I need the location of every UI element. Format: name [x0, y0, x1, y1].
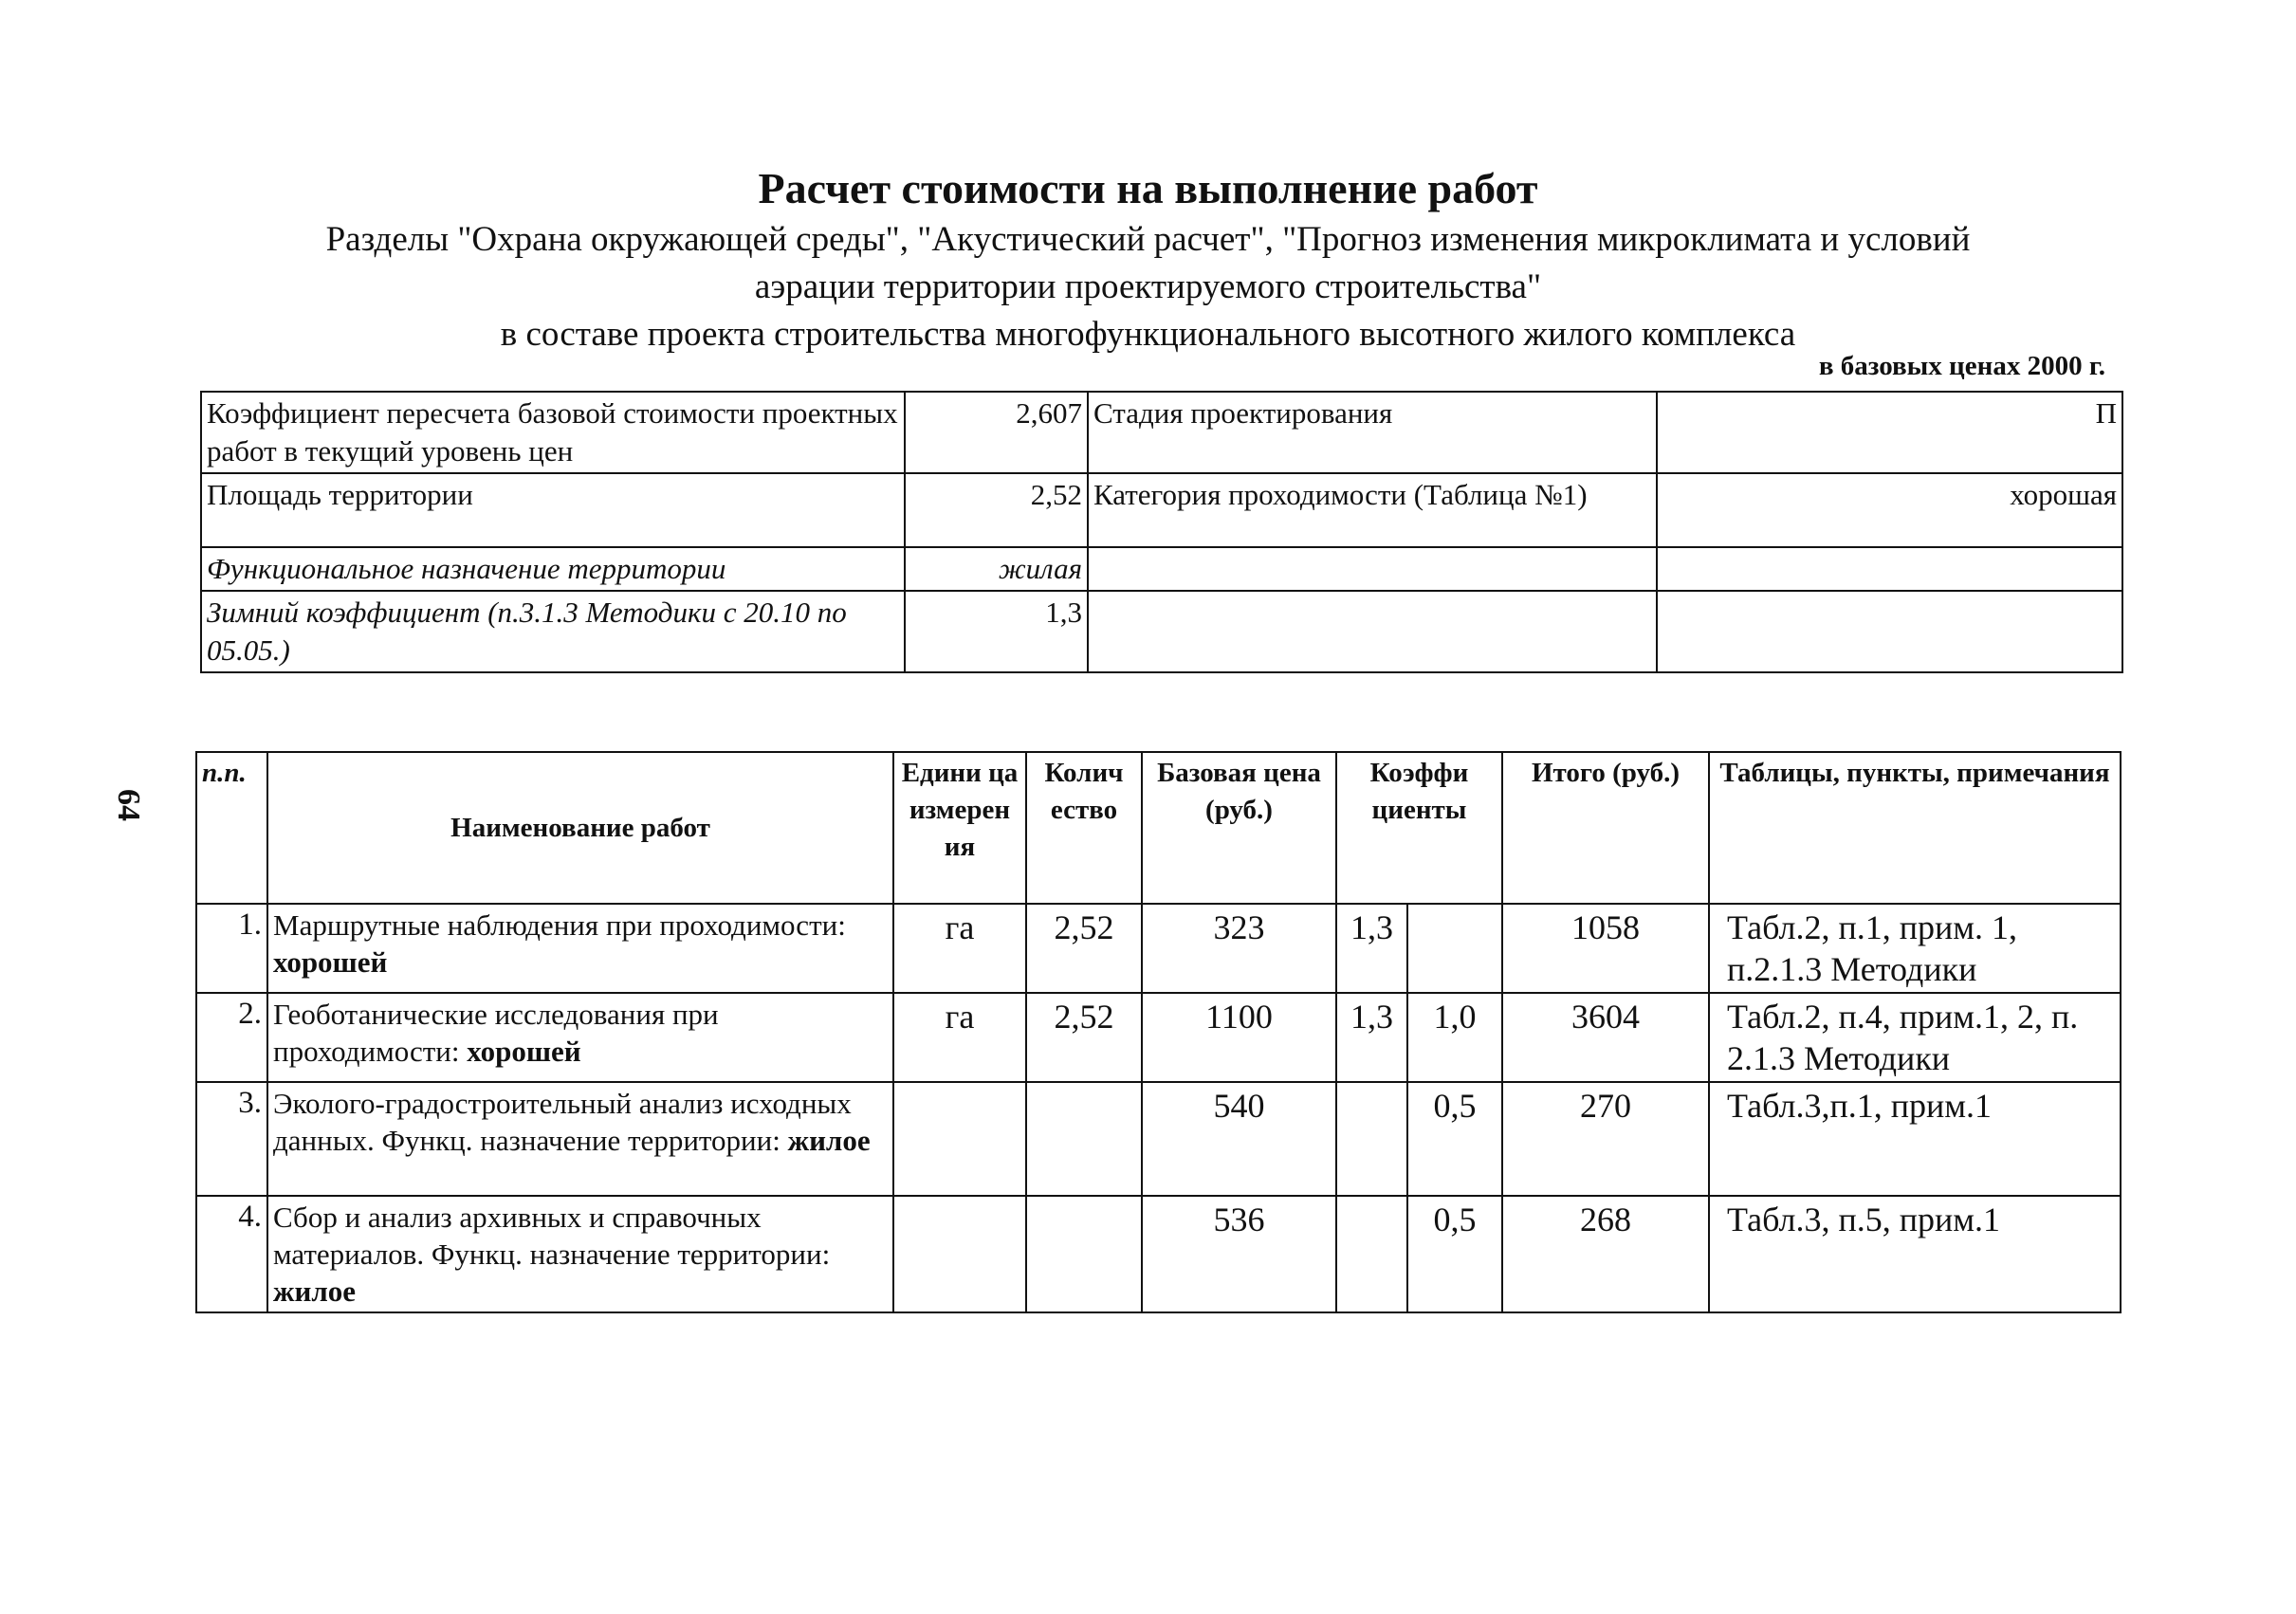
unit-cell: га	[893, 904, 1026, 993]
param-value-2: П	[1657, 392, 2122, 473]
work-name-text: Маршрутные наблюдения при проходимости:	[273, 908, 846, 942]
params-row	[201, 473, 2122, 547]
empty-cell	[1088, 591, 1657, 672]
work-name	[267, 1196, 893, 1312]
param-value-2: хорошая	[1657, 473, 2122, 547]
row-number: 2.	[196, 993, 267, 1082]
row-number: 3.	[196, 1082, 267, 1196]
param-label-2: Стадия проектирования	[1088, 392, 1657, 473]
total-cell: 268	[1502, 1196, 1709, 1312]
header-notes: Таблицы, пункты, примечания	[1709, 752, 2121, 904]
header-unit: Едини ца измерен ия	[893, 752, 1026, 904]
param-value: 1,3	[905, 591, 1088, 672]
param-label: Зимний коэффициент (п.3.1.3 Методики с 20.10 по 05.05.)	[201, 591, 905, 672]
header-coefficients: Коэффи циенты	[1336, 752, 1502, 904]
page-number: 64	[111, 789, 146, 821]
row-number: 4.	[196, 1196, 267, 1312]
parameters-table	[200, 391, 2123, 673]
row-number: 1.	[196, 904, 267, 993]
empty-cell	[1657, 547, 2122, 591]
table-row	[196, 1082, 2121, 1196]
coef-1-cell: 1,3	[1336, 904, 1407, 993]
work-name-bold: жилое	[787, 1124, 871, 1157]
price-cell: 1100	[1142, 993, 1336, 1082]
coef-2-cell: 0,5	[1407, 1196, 1502, 1312]
unit-cell	[893, 1196, 1026, 1312]
unit-cell	[893, 1082, 1026, 1196]
work-name-text: Геоботанические исследования при проходимости:	[273, 998, 719, 1068]
coef-1-cell	[1336, 1196, 1407, 1312]
total-cell: 3604	[1502, 993, 1709, 1082]
notes-cell: Табл.2, п.4, прим.1, 2, п. 2.1.3 Методики	[1709, 993, 2121, 1082]
table-row	[196, 904, 2121, 993]
param-label: Площадь территории	[201, 473, 905, 547]
title-block	[0, 161, 2296, 358]
param-value: 2,52	[905, 473, 1088, 547]
total-cell: 270	[1502, 1082, 1709, 1196]
notes-cell: Табл.3, п.5, прим.1	[1709, 1196, 2121, 1312]
work-name-text: Эколого-градостроительный анализ исходных данных. Функц. назначение территории:	[273, 1087, 852, 1157]
coef-2-cell: 0,5	[1407, 1082, 1502, 1196]
header-name: Наименование работ	[267, 752, 893, 904]
price-cell: 536	[1142, 1196, 1336, 1312]
subtitle-line-2: аэрации территории проектируемого строительства"	[754, 267, 1542, 306]
coef-1-cell	[1336, 1082, 1407, 1196]
param-label-2: Категория проходимости (Таблица №1)	[1088, 473, 1657, 547]
header-qty: Колич ество	[1026, 752, 1142, 904]
header-total: Итого (руб.)	[1502, 752, 1709, 904]
header-price: Базовая цена (руб.)	[1142, 752, 1336, 904]
work-name	[267, 993, 893, 1082]
param-value: жилая	[905, 547, 1088, 591]
param-label: Коэффициент пересчета базовой стоимости проектных работ в текущий уровень цен	[201, 392, 905, 473]
price-cell: 323	[1142, 904, 1336, 993]
params-row	[201, 547, 2122, 591]
subtitle-line-3: в составе проекта строительства многофункционального высотного жилого комплекса	[500, 315, 1796, 354]
base-prices-note: в базовых ценах 2000 г.	[1818, 351, 2105, 381]
header-num: п.п.	[196, 752, 267, 904]
qty-cell	[1026, 1196, 1142, 1312]
params-row	[201, 392, 2122, 473]
qty-cell	[1026, 1082, 1142, 1196]
qty-cell: 2,52	[1026, 904, 1142, 993]
notes-cell: Табл.3,п.1, прим.1	[1709, 1082, 2121, 1196]
work-name	[267, 904, 893, 993]
work-name-bold: хорошей	[273, 945, 388, 979]
works-table	[195, 751, 2122, 1313]
table-row	[196, 993, 2121, 1082]
works-header-row	[196, 752, 2121, 904]
qty-cell: 2,52	[1026, 993, 1142, 1082]
total-cell: 1058	[1502, 904, 1709, 993]
work-name-bold: жилое	[273, 1275, 356, 1308]
price-cell: 540	[1142, 1082, 1336, 1196]
notes-cell: Табл.2, п.1, прим. 1, п.2.1.3 Методики	[1709, 904, 2121, 993]
coef-1-cell: 1,3	[1336, 993, 1407, 1082]
coef-2-cell: 1,0	[1407, 993, 1502, 1082]
param-value: 2,607	[905, 392, 1088, 473]
work-name-text: Сбор и анализ архивных и справочных материалов. Функц. назначение территории:	[273, 1201, 831, 1271]
params-row	[201, 591, 2122, 672]
param-label: Функциональное назначение территории	[201, 547, 905, 591]
empty-cell	[1657, 591, 2122, 672]
coef-2-cell	[1407, 904, 1502, 993]
subtitle-line-1: Разделы "Охрана окружающей среды", "Акустический расчет", "Прогноз изменения микроклимата и условий	[325, 220, 1971, 259]
page-title: Расчет стоимости на выполнение работ	[758, 164, 1538, 212]
table-row	[196, 1196, 2121, 1312]
work-name-bold: хорошей	[467, 1035, 581, 1068]
unit-cell: га	[893, 993, 1026, 1082]
work-name	[267, 1082, 893, 1196]
empty-cell	[1088, 547, 1657, 591]
